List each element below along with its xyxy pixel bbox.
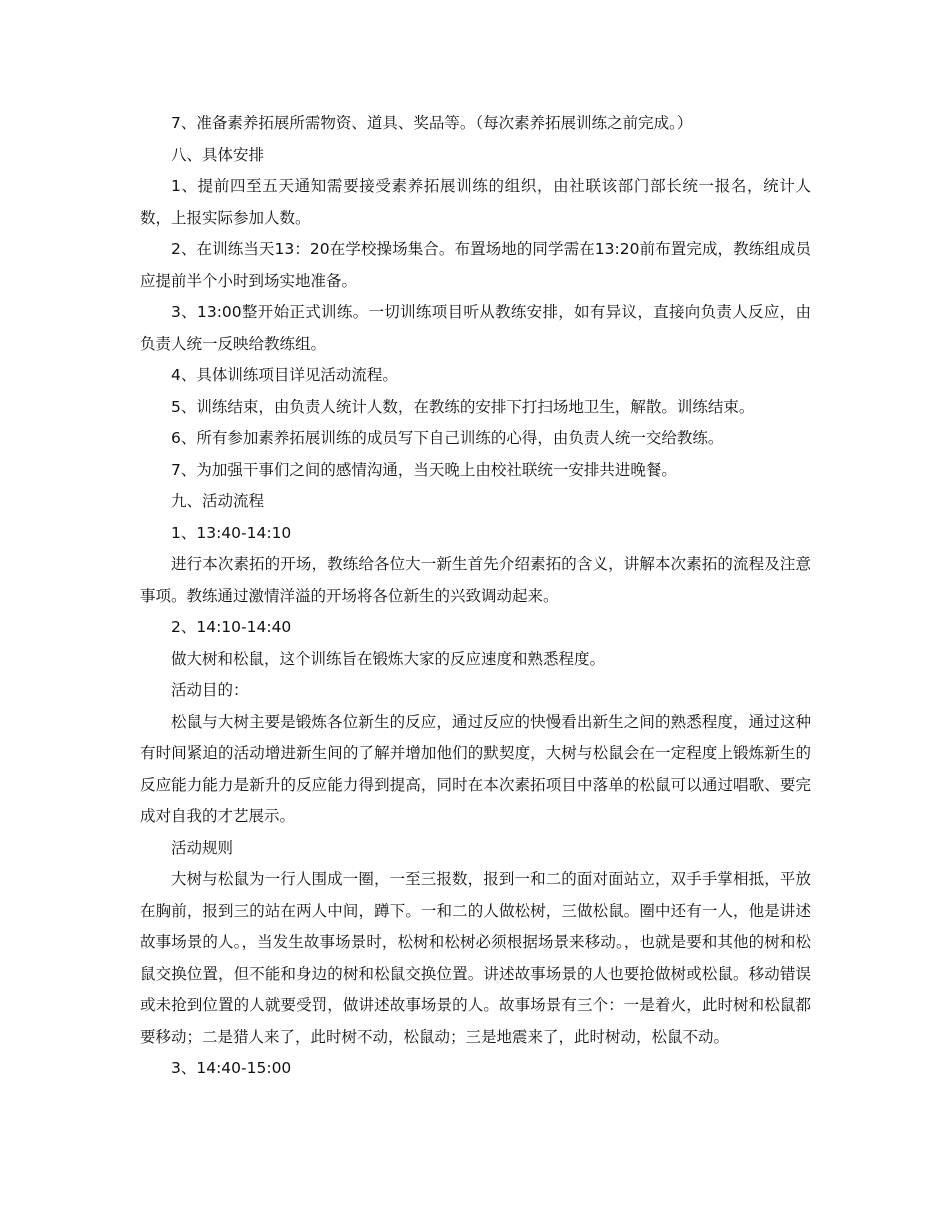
paragraph-activity-purpose: 松鼠与大树主要是锻炼各位新生的反应，通过反应的快慢看出新生之间的熟悉程度，通过这种有时间紧迫的活动增进新生间的了解并增加他们的默契度，大树与松鼠会在一定程度上锻炼新生的反应能力能力是新升的反应能力得到提高，同时在本次素拓项目中落单的松鼠可以通过唱歌、要完成对自我的才艺展示。 [140,712,811,825]
paragraph-activity-rules: 大树与松鼠为一行人围成一圈，一至三报数，报到一和二的面对面站立，双手手掌相抵，平放在胸前，报到三的站在两人中间，蹲下。一和二的人做松树，三做松鼠。圈中还有一人，他是讲述故事场景的人。，当发生故事场景时，松树和松树必须根据场景来移动。，也就是要和其他的树和松鼠交换位置，但不能和身边的树和松鼠交换位置。讲述故事场景的人也要抢做树或松鼠。移动错误或未抢到位置的人就要受罚，做讲述故事场景的人。故事场景有三个：一是着火，此时树和松鼠都要移动；二是猎人来了，此时树不动，松鼠动；三是地震来了，此时树动，松鼠不动。 [140,870,811,1046]
paragraph-opening: 进行本次素拓的开场，教练给各位大一新生首先介绍素拓的含义，讲解本次素拓的流程及注意事项。教练通过激情洋溢的开场将各位新生的兴致调动起来。 [140,555,811,605]
paragraph-arrangement-1: 1、提前四至五天通知需要接受素养拓展训练的组织，由社联该部门部长统一报名，统计人数，上报实际参加人数。 [140,177,811,227]
paragraph-arrangement-6: 6、所有参加素养拓展训练的成员写下自己训练的心得，由负责人统一交给教练。 [171,429,724,447]
subheading-activity-rules: 活动规则 [171,838,234,857]
section-heading-arrangement: 八、具体安排 [171,145,265,164]
document-body [140,108,811,1085]
paragraph-arrangement-7: 7、为加强干事们之间的感情沟通，当天晚上由校社联统一安排共进晚餐。 [171,460,677,479]
flow-time-2: 2、14:10-14:40 [171,618,292,636]
flow-time-1: 1、13:40-14:10 [171,523,292,542]
section-heading-flow: 九、活动流程 [171,492,265,510]
paragraph-arrangement-5: 5、训练结束，由负责人统计人数，在教练的安排下打扫场地卫生，解散。训练结束。 [171,397,755,416]
paragraph-arrangement-2: 2、在训练当天13：20在学校操场集合。布置场地的同学需在13:20前布置完成，教练组成员应提前半个小时到场实地准备。 [140,240,811,290]
paragraph-prep-materials: 7、准备素养拓展所需物资、道具、奖品等。（每次素养拓展训练之前完成。） [171,114,693,132]
paragraph-tree-squirrel-intro: 做大树和松鼠，这个训练旨在锻炼大家的反应速度和熟悉程度。 [171,649,606,668]
paragraph-arrangement-3: 3、13:00整开始正式训练。一切训练项目听从教练安排，如有异议，直接向负责人反应，由负责人统一反映给教练组。 [140,303,811,353]
subheading-activity-purpose: 活动目的： [171,681,249,699]
paragraph-arrangement-4: 4、具体训练项目详见活动流程。 [171,366,398,384]
flow-time-3: 3、14:40-15:00 [171,1059,292,1077]
